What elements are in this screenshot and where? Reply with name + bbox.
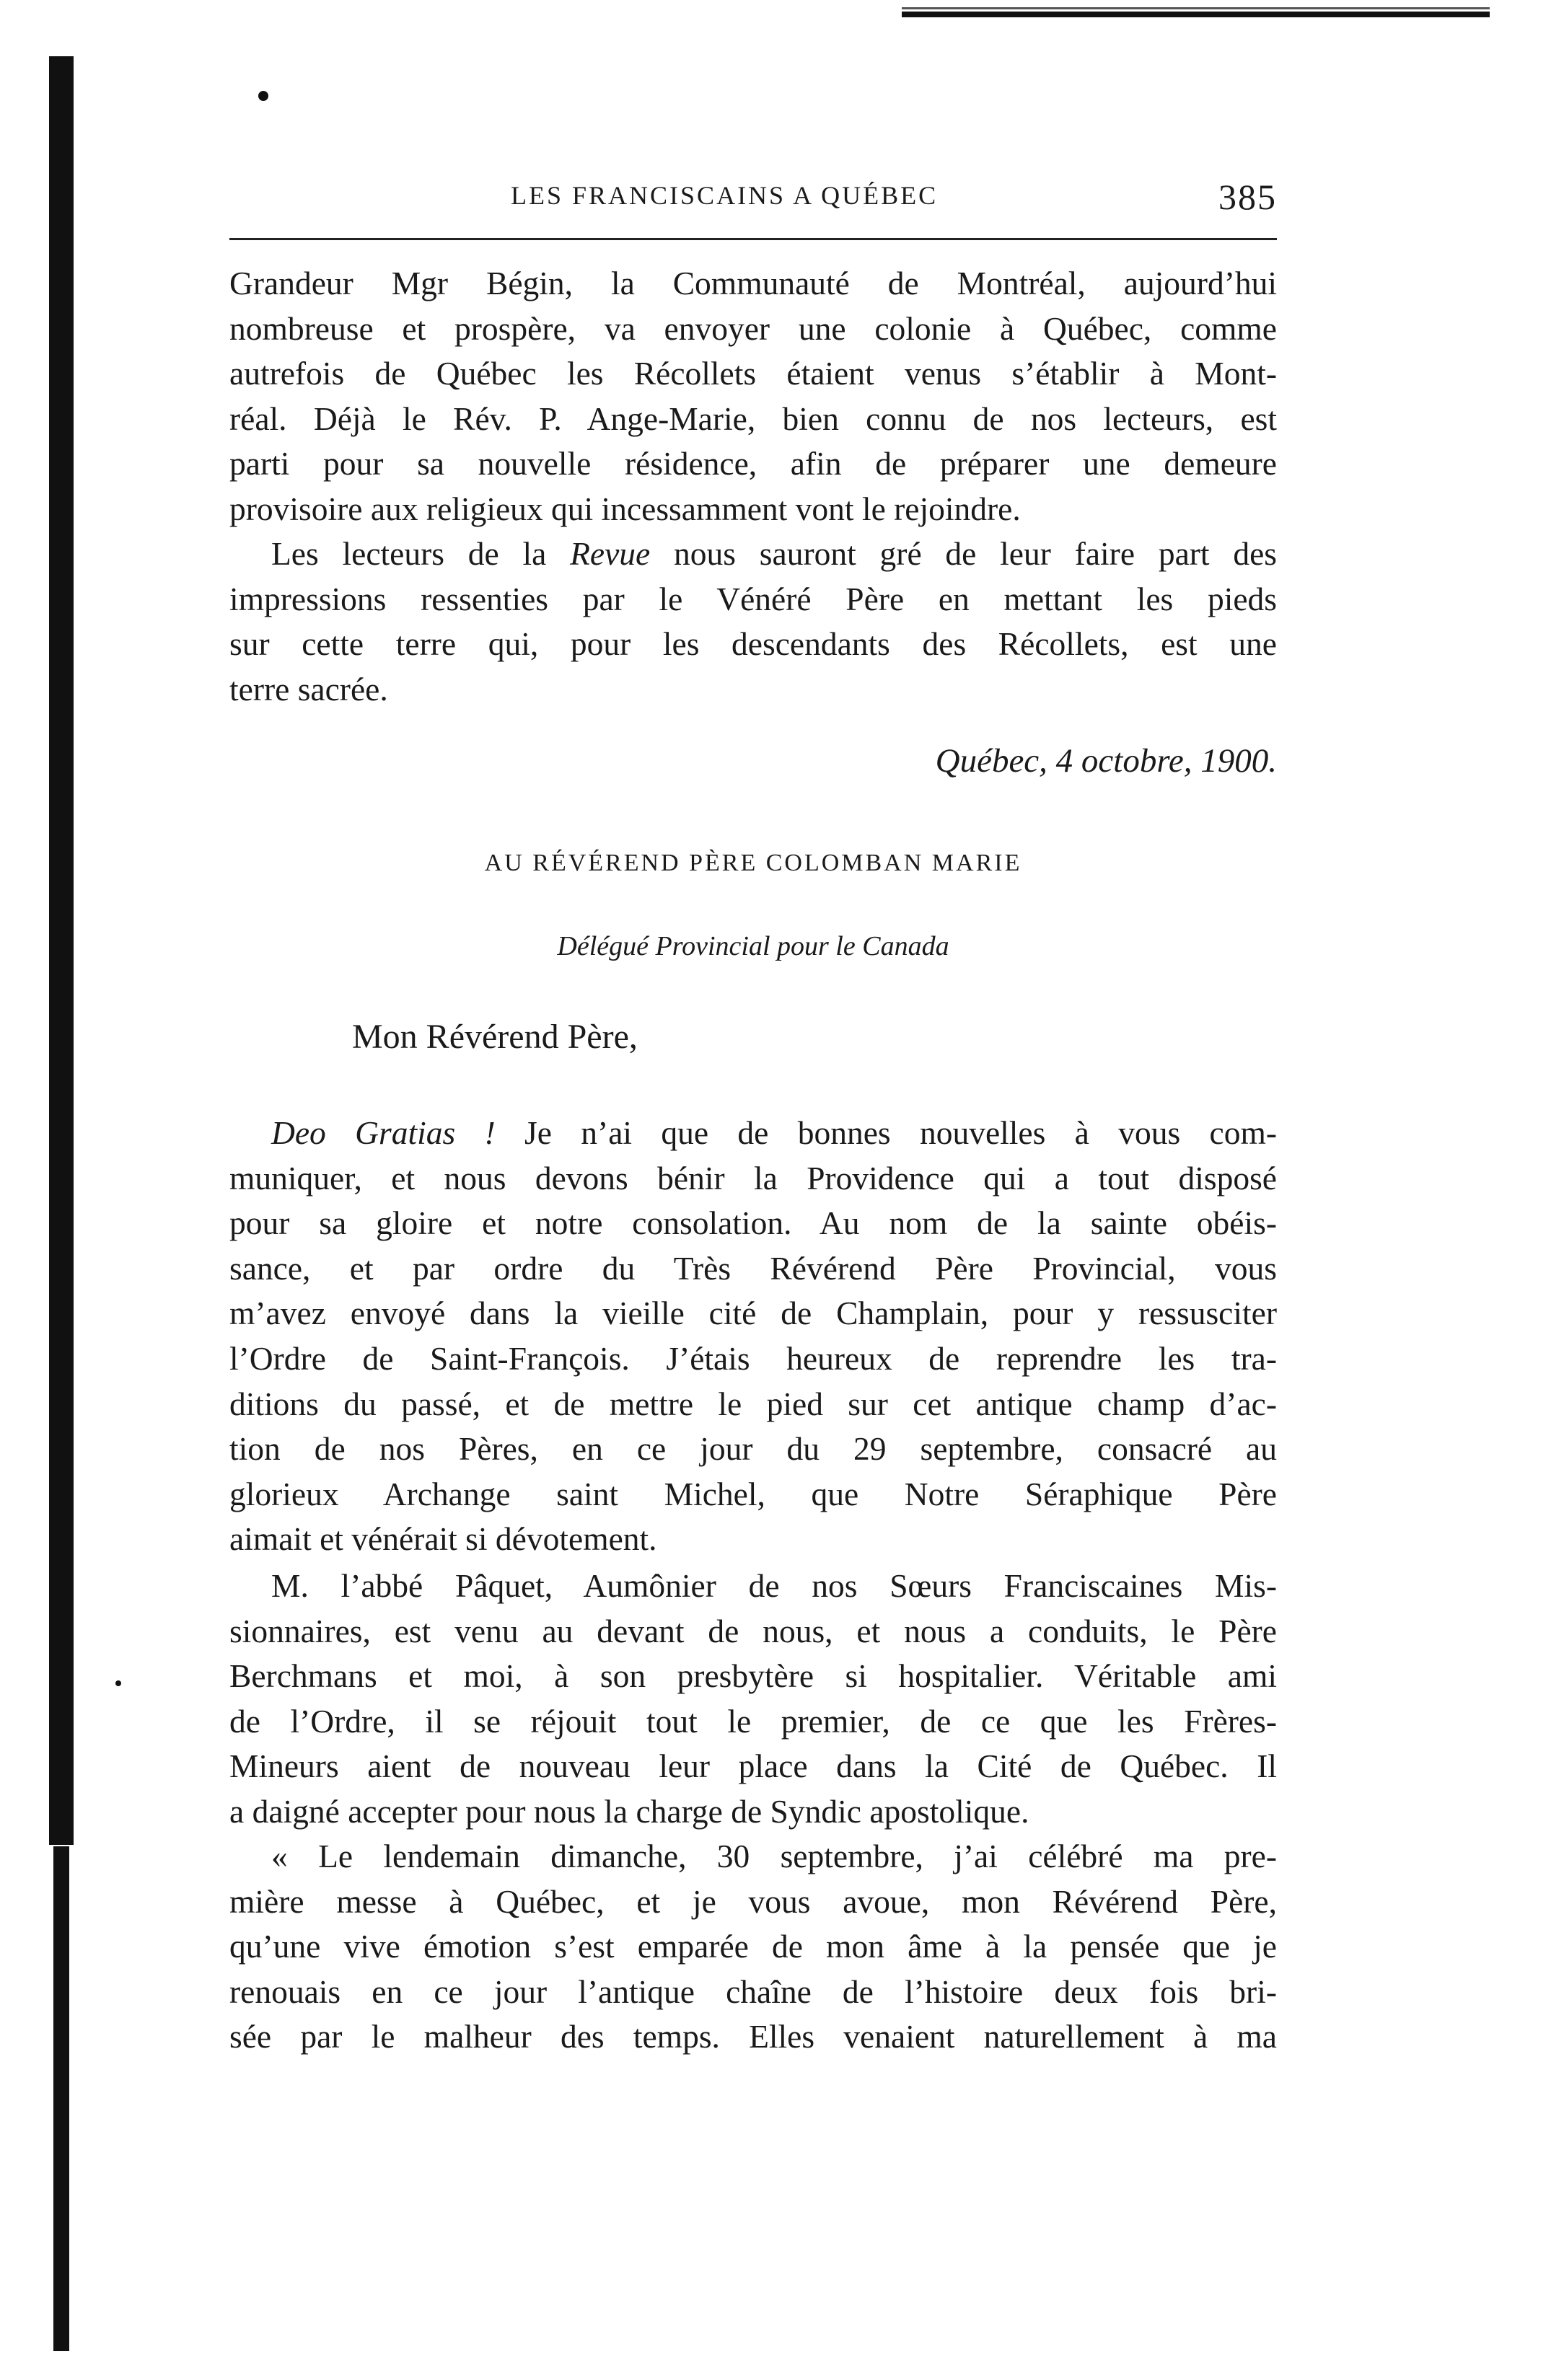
text-line: l’Ordre de Saint-François. J’étais heureux de reprendre les tra- — [229, 1339, 1277, 1377]
text-line: provisoire aux religieux qui incessamment vont le rejoindre. — [229, 490, 1021, 527]
text-run: nous sauront gré de leur faire part des — [650, 535, 1277, 572]
text-run: Je n’ai que de bonnes nouvelles à vous com- — [495, 1114, 1277, 1151]
letter-paragraph-2 — [229, 1564, 1277, 1835]
text-line: réal. Déjà le Rév. P. Ange-Marie, bien connu de nos lecteurs, est — [229, 400, 1277, 437]
text-line: sionnaires, est venu au devant de nous, et nous a conduits, le Père — [229, 1612, 1277, 1649]
text-line: de l’Ordre, il se réjouit tout le premier, de ce que les Frères- — [229, 1702, 1277, 1740]
text-line: impressions ressenties par le Vénéré Père en mettant les pieds — [229, 580, 1277, 617]
scan-speck — [258, 91, 268, 101]
text-line: renouais en ce jour l’antique chaîne de l’histoire deux fois bri- — [229, 1973, 1277, 2010]
text-line: glorieux Archange saint Michel, que Notre Séraphique Père — [229, 1475, 1277, 1512]
text-line: M. l’abbé Pâquet, Aumônier de nos Sœurs Franciscaines Mis- — [271, 1567, 1277, 1604]
text-line — [229, 1111, 1277, 1156]
text-line: autrefois de Québec les Récollets étaient venus s’établir à Mont- — [229, 355, 1277, 392]
text-line: sance, et par ordre du Très Révérend Père Provincial, vous — [229, 1249, 1277, 1287]
text-line: a daigné accepter pour nous la charge de Syndic apostolique. — [229, 1792, 1029, 1830]
letter-addressee: AU RÉVÉREND PÈRE COLOMBAN MARIE — [484, 850, 1022, 876]
header-rule — [229, 238, 1277, 240]
addressee-title: Délégué Provincial pour le Canada — [557, 931, 949, 961]
scan-binding-edge — [49, 56, 74, 1845]
text-line: aimait et vénérait si dévotement. — [229, 1520, 657, 1558]
letter-paragraph-3 — [229, 1834, 1277, 2060]
text-line: muniquer, et nous devons bénir la Providence qui a tout disposé — [229, 1159, 1277, 1196]
text-line: terre sacrée. — [229, 670, 388, 708]
journal-name: Revue — [570, 535, 651, 572]
exclamation: Deo Gratias ! — [271, 1114, 496, 1151]
text-line: pour sa gloire et notre consolation. Au nom de la sainte obéis- — [229, 1204, 1277, 1242]
running-head — [229, 177, 1277, 224]
text-line: Grandeur Mgr Bégin, la Communauté de Montréal, aujourd’hui — [229, 265, 1277, 301]
letter-date: Québec, 4 octobre, 1900. — [935, 742, 1277, 780]
scan-top-rule — [902, 7, 1490, 17]
running-title: LES FRANCISCAINS A QUÉBEC — [511, 181, 939, 210]
letter-salutation: Mon Révérend Père, — [352, 1018, 638, 1056]
page-number: 385 — [1218, 177, 1277, 217]
text-line: Mineurs aient de nouveau leur place dans la Cité de Québec. Il — [229, 1747, 1277, 1785]
text-line: ditions du passé, et de mettre le pied sur cet antique champ d’ac- — [229, 1385, 1277, 1422]
scan-binding-edge-lower — [53, 1846, 69, 2351]
intro-paragraph-2 — [229, 532, 1277, 712]
text-line: sée par le malheur des temps. Elles venaient naturellement à ma — [229, 2018, 1277, 2055]
text-line: m’avez envoyé dans la vieille cité de Champlain, pour y ressusciter — [229, 1295, 1277, 1332]
text-line: qu’une vive émotion s’est emparée de mon âme à la pensée que je — [229, 1928, 1277, 1965]
text-line: « Le lendemain dimanche, 30 septembre, j’ai célébré ma pre- — [271, 1838, 1277, 1874]
text-line: parti pour sa nouvelle résidence, afin de préparer une demeure — [229, 445, 1277, 482]
text-line: Berchmans et moi, à son presbytère si hospitalier. Véritable ami — [229, 1657, 1277, 1695]
letter-paragraph-1 — [229, 1111, 1277, 1562]
text-line: nombreuse et prospère, va envoyer une colonie à Québec, comme — [229, 309, 1277, 347]
text-run: Les lecteurs de la — [271, 535, 571, 572]
text-line: tion de nos Pères, en ce jour du 29 septembre, consacré au — [229, 1430, 1277, 1468]
text-line: sur cette terre qui, pour les descendants des Récollets, est une — [229, 625, 1277, 663]
intro-paragraph-1 — [229, 261, 1277, 532]
scan-speck — [115, 1680, 121, 1686]
text-line — [229, 532, 1277, 577]
text-line: mière messe à Québec, et je vous avoue, mon Révérend Père, — [229, 1882, 1277, 1920]
